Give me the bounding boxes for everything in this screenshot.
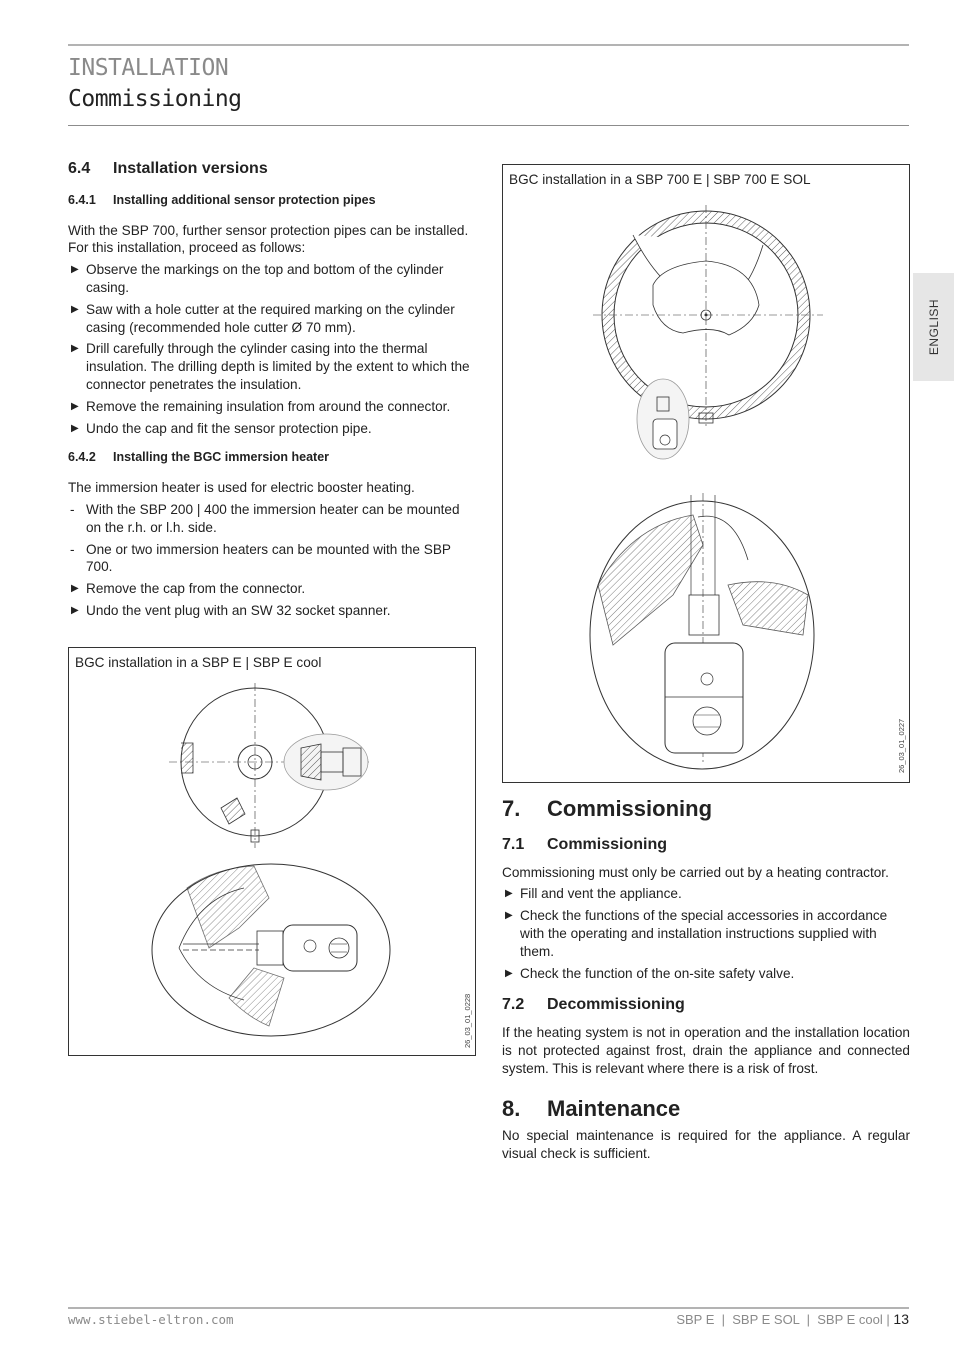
section-number: 7.1 <box>502 835 525 853</box>
section-title: Installing additional sensor protection pipes <box>113 192 376 207</box>
section-title: Maintenance <box>547 1095 681 1121</box>
figure-bgc-sbp-e <box>68 647 476 1056</box>
step-item: ▶ Check the functions of the special accessories in accordance with the operating and installation instructions supplied with them. <box>502 907 910 960</box>
dash-item: - One or two immersion heaters can be mounted with the SBP 700. <box>68 541 476 577</box>
right-column <box>502 796 910 1167</box>
section-6-4-heading <box>68 160 476 178</box>
step-item: ▶ Remove the cap from the connector. <box>68 580 476 598</box>
dash-item: - With the SBP 200 | 400 the immersion heater can be mounted on the r.h. or l.h. side. <box>68 501 476 537</box>
section-number: 6.4.1 <box>68 192 96 207</box>
section-number: 6.4.2 <box>68 450 96 465</box>
section-number: 7.2 <box>502 996 525 1014</box>
section-number: 7. <box>502 796 521 821</box>
footer-models <box>676 1311 909 1327</box>
step-item: ▶ Saw with a hole cutter at the required marking on the cylinder casing (recommended hole cutter Ø 70 mm). <box>68 301 476 337</box>
step-item: ▶ Drill carefully through the cylinder casing into the thermal insulation. The drilling depth is limited by the extent to which the connector penetrates the insulation. <box>68 340 476 393</box>
section-title: Commissioning <box>547 796 713 821</box>
section-7-2-heading <box>502 996 910 1014</box>
page-number: 13 <box>893 1311 909 1327</box>
header-top-rule <box>68 44 909 46</box>
figure-code: 26_03_01_0227 <box>897 718 906 773</box>
figure-caption: BGC installation in a SBP 700 E | SBP 700 E SOL <box>509 172 811 187</box>
page-title: Commissioning <box>68 86 242 112</box>
paragraph: Commissioning must only be carried out by a heating contractor. <box>502 864 889 880</box>
language-tab[interactable] <box>913 273 954 381</box>
section-title: Installing the BGC immersion heater <box>113 450 330 465</box>
page-section-title: INSTALLATION <box>68 55 229 81</box>
section-title: Installation versions <box>113 160 268 177</box>
paragraph: If the heating system is not in operation and the installation location is not protected against frost, drain the appliance and connected system. This is relevant where there is a risk of frost. <box>502 1025 910 1076</box>
step-list <box>502 885 910 982</box>
technical-drawing-sbp-700 <box>503 165 909 782</box>
section-8-heading <box>502 1095 910 1121</box>
paragraph: The immersion heater is used for electric booster heating. <box>68 480 415 496</box>
step-item: ▶ Undo the cap and fit the sensor protection pipe. <box>68 420 476 438</box>
step-item: ▶ Observe the markings on the top and bottom of the cylinder casing. <box>68 261 476 297</box>
figure-code: 26_03_01_0228 <box>463 993 472 1048</box>
section-7-heading <box>502 796 910 821</box>
step-item: ▶ Fill and vent the appliance. <box>502 885 910 903</box>
step-item: ▶ Undo the vent plug with an SW 32 socket spanner. <box>68 602 476 620</box>
technical-drawing-sbp-e <box>69 648 475 1055</box>
figure-caption: BGC installation in a SBP E | SBP E cool <box>75 655 322 670</box>
section-number: 8. <box>502 1095 521 1121</box>
footer-separator: | <box>886 1312 890 1327</box>
paragraph: No special maintenance is required for the appliance. A regular visual check is sufficient. <box>502 1128 910 1162</box>
paragraph: With the SBP 700, further sensor protection pipes can be installed. For this installation, proceed as follows: <box>68 222 469 256</box>
step-list <box>68 261 476 437</box>
section-7-1-heading <box>502 836 910 854</box>
section-title: Commissioning <box>547 835 668 853</box>
header-bottom-rule <box>68 125 909 126</box>
step-item: ▶ Check the function of the on-site safety valve. <box>502 965 910 983</box>
language-tab-label: ENGLISH <box>926 298 941 356</box>
section-6-4-1-heading <box>68 192 476 210</box>
footer-url[interactable]: www.stiebel-eltron.com <box>68 1312 234 1327</box>
section-6-4-2-heading <box>68 449 476 467</box>
footer-rule <box>68 1307 909 1309</box>
section-number: 6.4 <box>68 160 91 177</box>
step-list <box>68 580 476 620</box>
left-column <box>68 160 476 628</box>
step-item: ▶ Remove the remaining insulation from around the connector. <box>68 398 476 416</box>
dash-list <box>68 501 476 576</box>
figure-bgc-sbp-700 <box>502 164 910 783</box>
section-title: Decommissioning <box>547 996 685 1014</box>
footer-model-list: SBP E | SBP E SOL | SBP E cool <box>676 1312 883 1327</box>
